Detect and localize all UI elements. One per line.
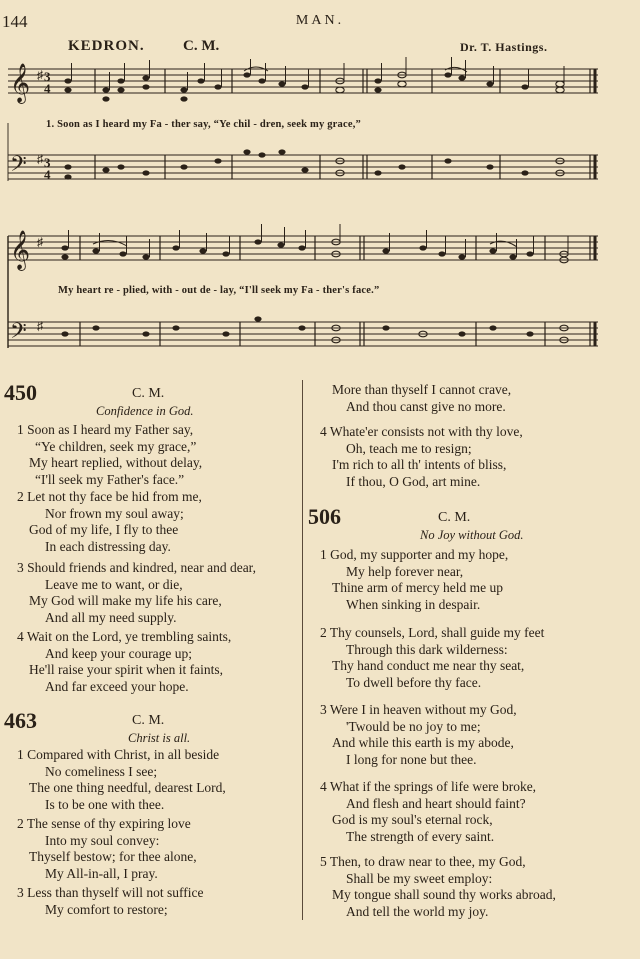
running-head: MAN. — [295, 13, 345, 28]
verse-line: 4 What if the springs of life were broke, — [320, 779, 537, 794]
verse-line: To dwell before thy face. — [346, 674, 482, 690]
hymn-title: No Joy without God. — [420, 528, 524, 542]
verse-line: Shall be my sweet employ: — [346, 870, 493, 886]
verse — [17, 489, 202, 555]
verse-line: Into my soul convey: — [45, 832, 160, 848]
verse — [332, 382, 511, 415]
verse-line: Through this dark wilderness: — [346, 641, 508, 657]
verse-line: And flesh and heart should faint? — [346, 795, 526, 811]
verse-line: And tell the world my joy. — [346, 903, 489, 919]
verse-line: And all my need supply. — [45, 609, 177, 625]
verse-line: My heart replied, without delay, — [29, 455, 203, 471]
verse-line: I'm rich to all th' intents of bliss, — [332, 457, 507, 473]
verse-line: 3 Less than thyself will not suffice — [17, 885, 204, 900]
verse-line: And while this earth is my abode, — [332, 735, 514, 751]
verse-line: “I'll seek my Father's face.” — [35, 471, 185, 487]
verse-line: Leave me to want, or die, — [45, 576, 183, 592]
svg-text:4: 4 — [44, 167, 51, 182]
svg-text:𝄞: 𝄞 — [10, 65, 31, 102]
verse-line: Is to be one with thee. — [45, 796, 165, 812]
verse — [320, 625, 544, 691]
hymn-number-463: 463 — [4, 708, 37, 733]
verse-line: The one thing needful, dearest Lord, — [29, 780, 226, 796]
verse — [17, 816, 197, 882]
verse-line: Thine arm of mercy held me up — [332, 580, 503, 596]
verse-line: My tongue shall sound thy works abroad, — [332, 887, 556, 903]
svg-text:♯: ♯ — [37, 152, 43, 166]
hymn-meter: C. M. — [132, 713, 165, 728]
verse — [320, 779, 536, 845]
verse-line: 1 God, my supporter and my hope, — [320, 547, 509, 562]
verse-line: 'Twould be no joy to me; — [346, 718, 481, 734]
verse-line: My All-in-all, I pray. — [45, 865, 158, 881]
verse-line: No comeliness I see; — [45, 763, 158, 779]
verse — [17, 885, 203, 918]
tune-meter: C. M. — [183, 38, 220, 54]
verse-line: More than thyself I cannot crave, — [332, 382, 512, 397]
verse-line: “Ye children, seek my grace,” — [35, 438, 197, 454]
verse-line: 3 Were I in heaven without my God, — [320, 702, 517, 717]
verse — [320, 702, 517, 768]
verse-line: My comfort to restore; — [45, 901, 168, 917]
verse-line: Oh, teach me to resign; — [346, 440, 472, 456]
hymn-title: Confidence in God. — [96, 404, 194, 418]
verse-line: 5 Then, to draw near to thee, my God, — [320, 854, 526, 869]
svg-text:♯: ♯ — [37, 235, 43, 249]
hymn-meter: C. M. — [438, 510, 471, 525]
verse-line: If thou, O God, art mine. — [346, 473, 481, 489]
verse — [320, 424, 523, 490]
verse-line: 1 Soon as I heard my Father say, — [17, 422, 194, 437]
verse-line: In each distressing day. — [45, 538, 171, 554]
verse-line: 4 Whate'er consists not with thy love, — [320, 424, 523, 439]
verse-line: 2 The sense of thy expiring love — [17, 816, 191, 831]
hymn-number-450: 450 — [4, 380, 37, 405]
verse-line: My help forever near, — [346, 563, 464, 579]
svg-text:𝄢: 𝄢 — [10, 319, 27, 348]
verse-line: Thyself bestow; for thee alone, — [29, 849, 197, 865]
verse-line: And thou canst give no more. — [346, 398, 506, 414]
verse-line: 4 Wait on the Lord, ye trembling saints, — [17, 629, 232, 644]
verse-line: Thy hand conduct me near thy seat, — [332, 658, 525, 674]
verse — [17, 629, 231, 695]
hymn-title: Christ is all. — [128, 731, 191, 745]
verse — [17, 747, 226, 813]
verse-line: God of my life, I fly to thee — [29, 522, 179, 538]
verse-line: 2 Let not thy face be hid from me, — [17, 489, 202, 504]
verse — [320, 547, 508, 613]
svg-text:♯: ♯ — [37, 68, 43, 82]
svg-text:4: 4 — [44, 81, 51, 96]
verse-line: Nor frown my soul away; — [45, 505, 184, 521]
tune-name: KEDRON. — [68, 38, 145, 54]
svg-text:3: 3 — [44, 155, 51, 170]
verse-line: The strength of every saint. — [346, 828, 495, 844]
hymn-number-506: 506 — [308, 504, 341, 529]
verse-line: 3 Should friends and kindred, near and dear, — [17, 560, 257, 575]
svg-text:♯: ♯ — [37, 319, 43, 333]
verse-line: God is my soul's eternal rock, — [332, 812, 493, 828]
svg-text:3: 3 — [44, 69, 51, 84]
verse-line: I long for none but thee. — [346, 751, 477, 767]
verse-line: He'll raise your spirit when it faints, — [29, 662, 224, 678]
verse — [320, 854, 556, 920]
verse-line: 1 Compared with Christ, in all beside — [17, 747, 220, 762]
verse-line: And far exceed your hope. — [45, 678, 189, 694]
page-number: 144 — [2, 12, 28, 31]
lyrics-line-2: My heart re - plied, with - out de - lay, “I'll seek my Fa - ther's face.” — [58, 285, 380, 296]
svg-text:𝄞: 𝄞 — [10, 232, 31, 269]
lyrics-line-1: 1. Soon as I heard my Fa - ther say, “Ye chil - dren, seek my grace,” — [46, 119, 361, 130]
verse — [17, 560, 256, 626]
verse-line: When sinking in despair. — [346, 596, 481, 612]
verse-line: My God will make my life his care, — [29, 593, 222, 609]
verse — [17, 422, 202, 488]
composer: Dr. T. Hastings. — [460, 40, 548, 54]
column-divider — [302, 380, 303, 920]
hymn-meter: C. M. — [132, 386, 165, 401]
svg-text:𝄢: 𝄢 — [10, 152, 27, 181]
verse-line: 2 Thy counsels, Lord, shall guide my feet — [320, 625, 545, 640]
verse-line: And keep your courage up; — [45, 645, 192, 661]
